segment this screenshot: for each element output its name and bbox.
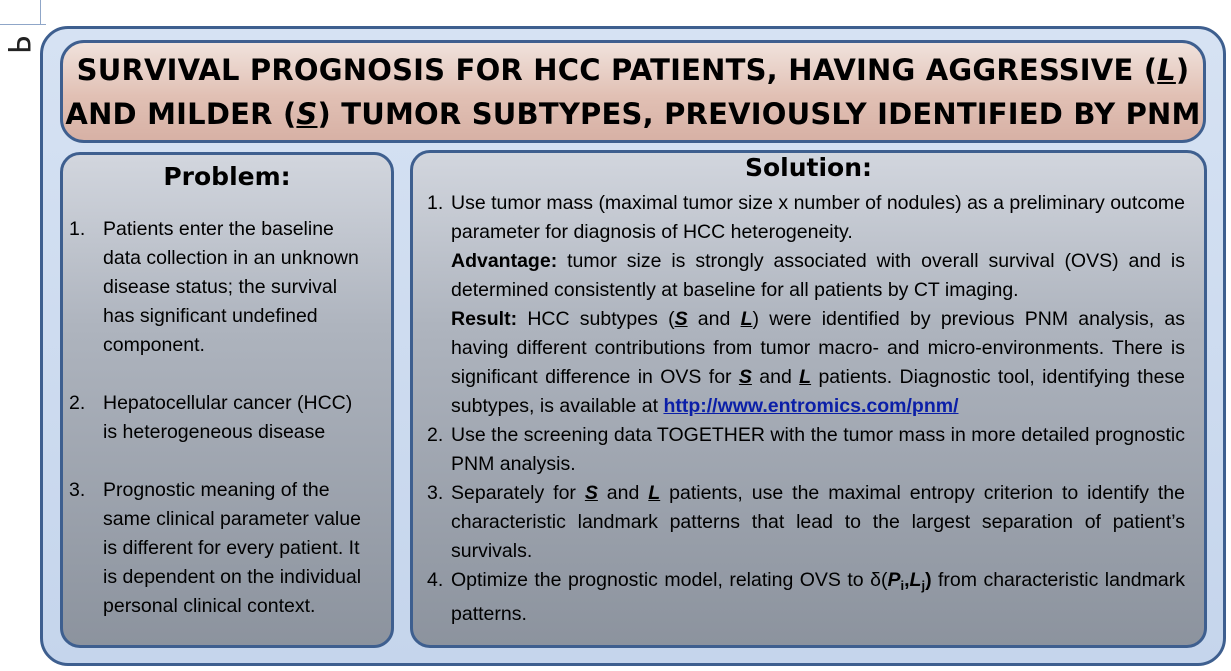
subtype-l-label: L	[648, 482, 661, 504]
list-number: 2.	[69, 392, 86, 414]
solution-item-text: Separately for	[451, 482, 585, 504]
advantage-text: tumor size is strongly associated with overall survival (OVS) and is determined consistently at baseline for all patients by CT imaging.	[451, 250, 1185, 301]
delta-formula	[870, 569, 931, 591]
problem-panel	[60, 152, 394, 648]
advantage-label: Advantage:	[451, 250, 558, 272]
formula-sub-j: j	[921, 578, 926, 593]
title-text: )	[1175, 52, 1190, 87]
title-text: ) TUMOR SUBTYPES, PREVIOUSLY IDENTIFIED BY PNM	[317, 96, 1201, 131]
result-text: and	[687, 308, 741, 330]
pnm-tool-link[interactable]: http://www.entromics.com/pnm/	[663, 395, 959, 417]
solution-list	[427, 189, 1185, 629]
list-number: 4.	[427, 569, 444, 591]
list-number: 2.	[427, 424, 444, 446]
title-text: AND MILDER (	[65, 96, 297, 131]
corner-guide-horizontal	[0, 24, 46, 25]
problem-item-text: Hepatocellular cancer (HCC) is heterogeneous disease	[103, 392, 353, 443]
subtype-l-label: L	[740, 308, 753, 330]
subtype-s-label: S	[674, 308, 688, 330]
formula-delta: δ(	[870, 569, 888, 591]
subtype-s-label: S	[738, 366, 752, 388]
result-text: HCC subtypes (	[517, 308, 675, 330]
problem-list	[69, 215, 369, 621]
subtype-l-label: L	[799, 366, 812, 388]
solution-item-text: Use the screening data TOGETHER with the tumor mass in more detailed prognostic PNM analysis.	[451, 424, 1185, 475]
problem-item-text: Patients enter the baseline data collection in an unknown disease status; the survival has significant undefined component.	[103, 218, 359, 356]
list-number: 3.	[69, 479, 86, 501]
problem-item-text: Prognostic meaning of the same clinical parameter value is different for every patient. It is dependent on the individual personal clinical context.	[103, 479, 362, 617]
subtype-s-label: S	[584, 482, 598, 504]
solution-item	[427, 479, 1185, 566]
corner-guide-vertical	[40, 0, 41, 24]
solution-item	[427, 566, 1185, 629]
solution-item-text: and	[597, 482, 649, 504]
solution-item-text: Optimize the prognostic model, relating OVS to	[451, 569, 871, 591]
problem-heading: Problem:	[163, 162, 291, 191]
title-line-2	[65, 92, 1200, 136]
formula-sub-i: i	[900, 578, 905, 593]
title-line-1	[77, 48, 1190, 92]
title-text: SURVIVAL PROGNOSIS FOR HCC PATIENTS, HAVING AGGRESSIVE (	[76, 52, 1158, 87]
corner-logo-icon: ꟼ	[0, 35, 36, 55]
problem-item	[69, 389, 369, 447]
formula-comma: ,	[904, 569, 910, 591]
solution-panel	[410, 150, 1207, 648]
list-number: 3.	[427, 482, 444, 504]
list-number: 1.	[427, 192, 444, 214]
solution-item-text: Use tumor mass (maximal tumor size x number of nodules) as a preliminary outcome parameter for diagnosis of HCC heterogeneity.	[451, 192, 1185, 243]
problem-item	[69, 476, 369, 621]
solution-heading: Solution:	[744, 153, 873, 182]
result-paragraph	[451, 305, 1185, 421]
result-text: and	[751, 366, 800, 388]
problem-item	[69, 215, 369, 360]
solution-item-text: from characteristic landmark patterns.	[451, 569, 1185, 625]
title-code-l: L	[1157, 52, 1176, 87]
advantage-paragraph	[451, 247, 1185, 305]
formula-close: )	[925, 569, 932, 591]
solution-item-text: patients, use the maximal entropy criterion to identify the characteristic landmark patterns that lead to the largest separation of patient’s survivals.	[451, 482, 1185, 562]
formula-l: L	[909, 569, 922, 591]
solution-item	[427, 189, 1185, 421]
result-text: ) were identified by previous PNM analysis, as having different contributions from tumor macro- and micro-environments. There is significant difference in OVS for	[451, 308, 1185, 388]
result-label: Result:	[451, 308, 518, 330]
formula-p: P	[887, 569, 901, 591]
solution-item	[427, 421, 1185, 479]
title-banner	[60, 40, 1206, 143]
list-number: 1.	[69, 218, 86, 240]
result-text: patients. Diagnostic tool, identifying these subtypes, is available at	[451, 366, 1186, 417]
title-code-s: S	[296, 96, 318, 131]
